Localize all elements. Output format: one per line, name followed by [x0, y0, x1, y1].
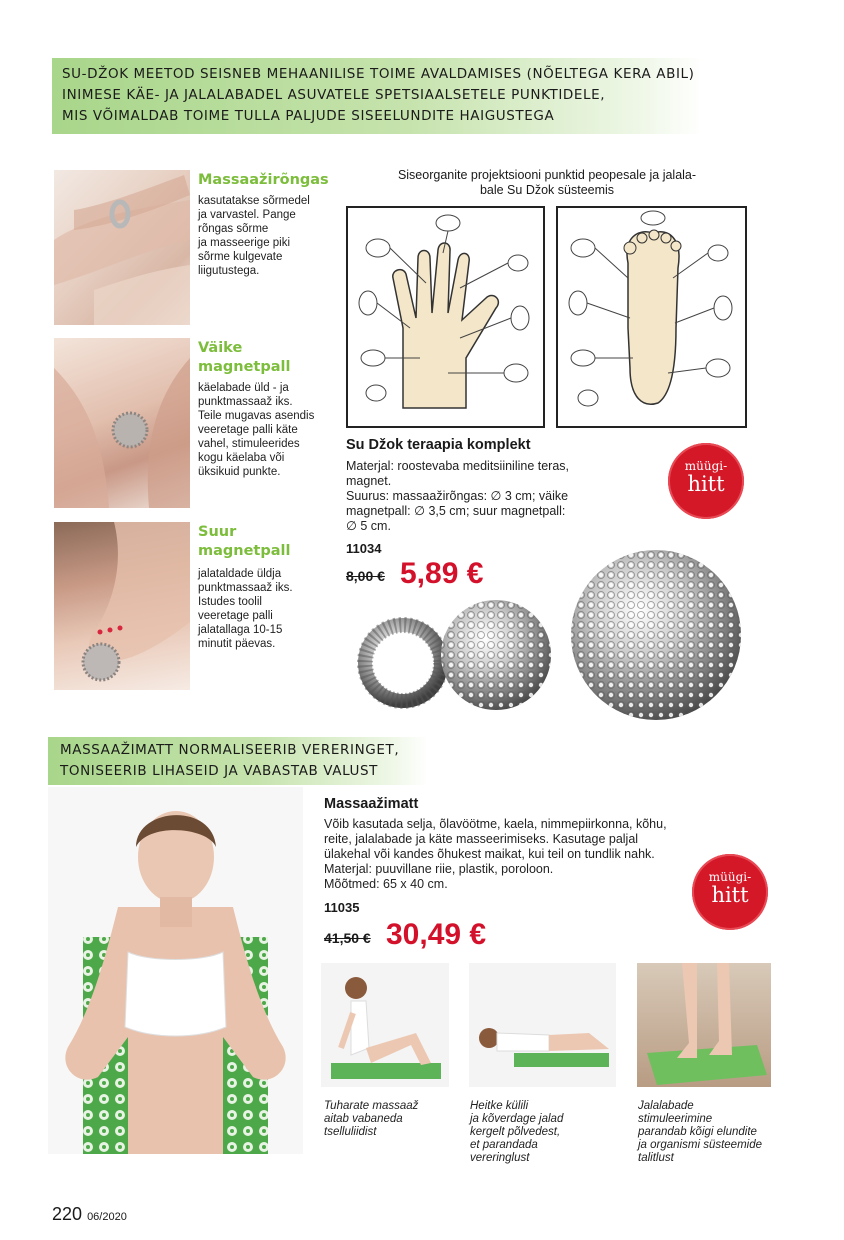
- product2-code: 11035: [324, 900, 360, 915]
- caption-standing: Jalalabade stimuleerimine parandab kõigi elundite ja organismi süsteemide talitlust: [638, 1100, 763, 1164]
- product1-code: 11034: [346, 541, 382, 556]
- large-ball-title: Suur magnetpall: [198, 524, 291, 559]
- product2-description: Võib kasutada selja, õlavöötme, kaela, nimmepiirkonna, kõhu, reite, jalalabade ja käte masseerimiseks. Kasutage paljal ülakehal või kandes õhukest maikat, kui teil on tundlik nahk. Materjal: puuvillane riie, plastik, poroloon. Mõõtmed: 65 x 40 cm.: [324, 817, 667, 891]
- product1-description: Materjal: roostevaba meditsiiniline teras, magnet. Suurus: massaažirõngas: ∅ 3 cm; väike magnetpall: ∅ 3,5 cm; suur magnetpall: ∅ 5 cm.: [346, 459, 570, 533]
- page-footer: [52, 1204, 127, 1225]
- usage-photo-standing: [637, 963, 771, 1087]
- mid-banner-text: MASSAAŽIMATT NORMALISEERIB VERERINGET, TONISEERIB LIHASEID JA VABASTAB VALUST: [60, 742, 400, 779]
- caption-lying: Heitke külili ja kõverdage jalad kergelt põlvedest, et parandada vereringlust: [470, 1100, 564, 1164]
- product1-title: Su Džok teraapia komplekt: [346, 437, 531, 453]
- foot-on-large-ball-photo: [54, 522, 190, 690]
- mid-banner: [48, 737, 428, 785]
- small-ball-description: käelabade üld - ja punktmassaaž iks. Teile mugavas asendis veeretage palli käte vahel, stimuleerides kogu käelaba või üksikuid punkte.: [198, 382, 315, 478]
- product2-old-price: 41,50 €: [324, 930, 371, 946]
- usage-photo-sitting: [321, 963, 449, 1087]
- usage-photo-lying: [469, 963, 616, 1087]
- large-ball-description: jalataldade üldja punktmassaaž iks. Istudes toolil veeretage palli jalatallaga 10-15 minutit päevas.: [198, 568, 293, 650]
- product2-new-price: 30,49 €: [386, 918, 487, 951]
- diagram-title: Siseorganite projektsiooni punktid peopesale ja jalala- bale Su Džok süsteemis: [397, 168, 697, 197]
- small-ball-title: Väike magnetpall: [198, 340, 291, 375]
- product1-new-price: 5,89 €: [400, 557, 484, 590]
- ring-description: kasutatakse sõrmedel ja varvastel. Pange rõngas sõrme ja masseerige piki sõrme kulgevate liigutustega.: [198, 195, 310, 277]
- product1-old-price: 8,00 €: [346, 568, 385, 584]
- caption-sitting: Tuharate massaaž aitab vabaneda tselluliidist: [324, 1100, 419, 1138]
- ring-title: Massaažirõngas: [198, 172, 329, 188]
- bestseller-badge-2: müügi- hitt: [692, 854, 768, 930]
- hand-projection-diagram: [346, 206, 545, 428]
- page-number: 220: [52, 1204, 83, 1224]
- issue-date: 06/2020: [87, 1211, 127, 1223]
- top-banner: [52, 58, 702, 134]
- hands-with-small-ball-photo: [54, 338, 190, 508]
- woman-with-massage-mat-photo: [48, 787, 303, 1154]
- foot-projection-diagram: [556, 206, 747, 428]
- bestseller-badge: müügi- hitt: [668, 443, 744, 519]
- ring-on-finger-photo: [54, 170, 190, 325]
- product2-title: Massaažimatt: [324, 796, 419, 812]
- top-banner-text: SU-DŽOK MEETOD SEISNEB MEHAANILISE TOIME AVALDAMISES (NÕELTEGA KERA ABIL) INIMESE KÄE- JA JALALABADEL ASUVATELE SPETSIAALSETELE PUNKTIDELE, MIS VÕIMALDAB TOIME TULLA PALJUDE SISEELUNDITE HAIGUSTEGA: [62, 66, 695, 124]
- su-jok-set-photo: [336, 540, 836, 725]
